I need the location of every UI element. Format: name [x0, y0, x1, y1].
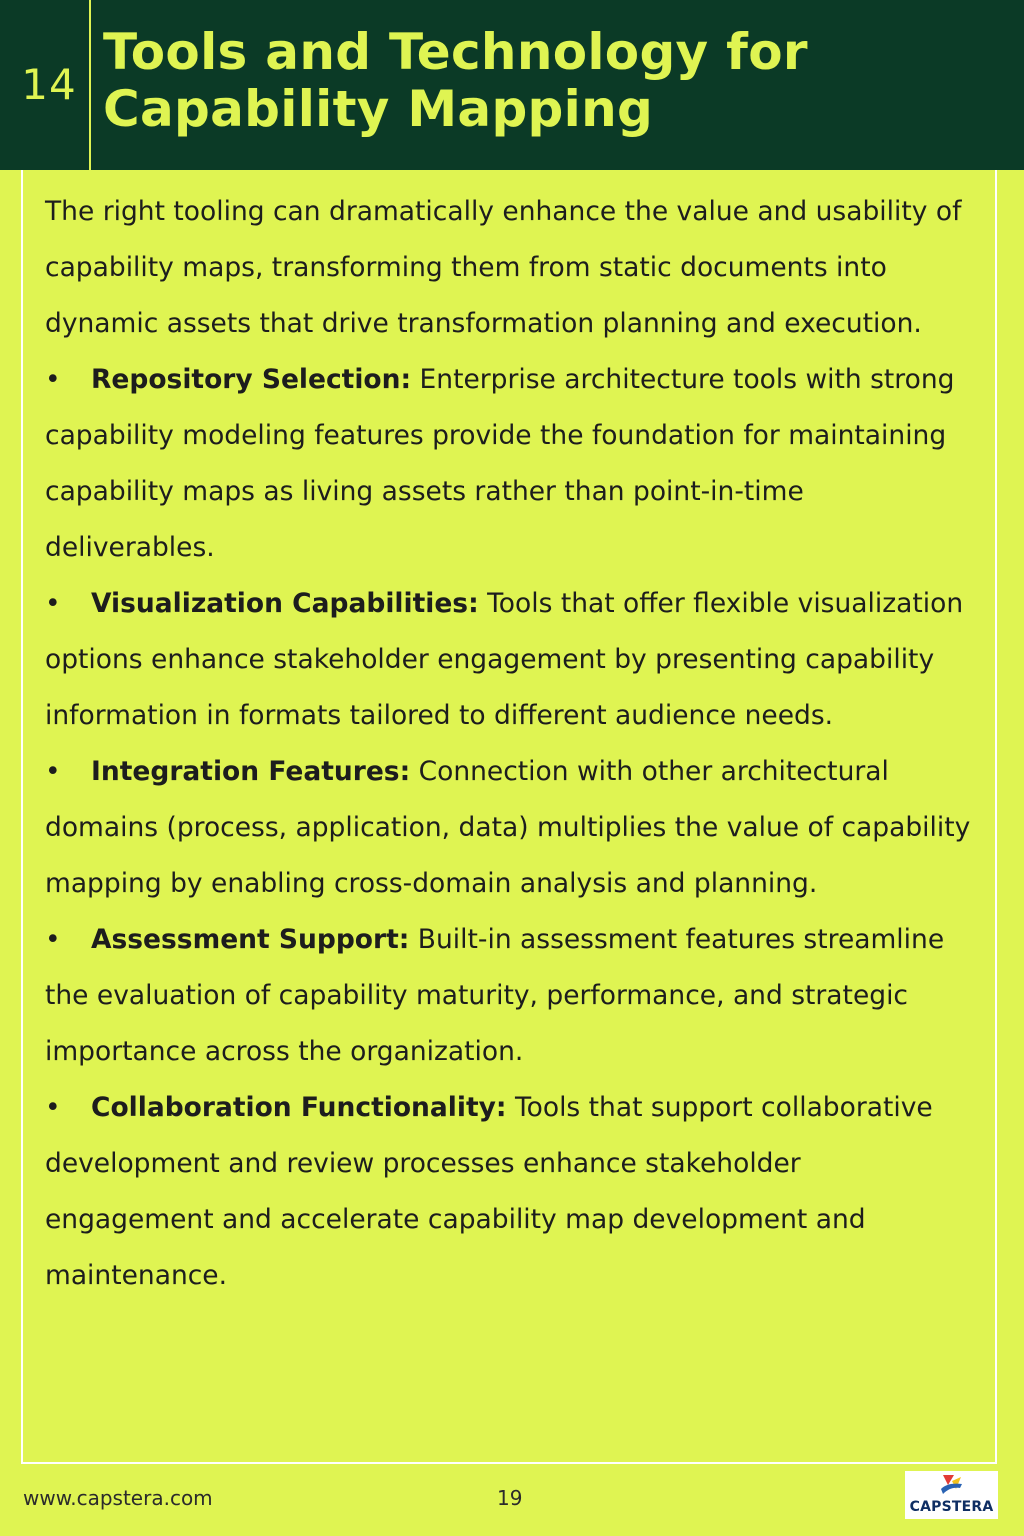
- page-header: [0, 0, 1024, 170]
- logo-blue-stroke: [941, 1484, 962, 1494]
- page-title: Tools and Technology for Capability Mapping: [103, 23, 808, 138]
- bullet-label: Assessment Support:: [91, 924, 410, 955]
- bullet-item-visualization-capabilities: [45, 576, 975, 744]
- main-content: [45, 184, 975, 1304]
- logo-red-stroke: [943, 1475, 954, 1485]
- bullet-item-integration-features: [45, 744, 975, 912]
- bullet-label: Collaboration Functionality:: [91, 1092, 507, 1123]
- logo-text: CAPSTERA: [909, 1499, 994, 1515]
- website-link[interactable]: www.capstera.com: [23, 1486, 213, 1510]
- bullet-label: Integration Features:: [91, 756, 411, 787]
- capstera-logo: [905, 1471, 998, 1519]
- bullet-text: Enterprise architecture tools with strong capability modeling features provide the foundation for maintaining capability maps as living assets rather than point-in-time deliverables.: [45, 364, 955, 563]
- bullet-text: Connection with other architectural domains (process, application, data) multiplies the value of capability mapping by enabling cross-domain analysis and planning.: [45, 756, 971, 899]
- bullet-text: Tools that support collaborative development and review processes enhance stakeholder engagement and accelerate capability map development and maintenance.: [45, 1092, 933, 1291]
- intro-paragraph: The right tooling can dramatically enhance the value and usability of capability maps, transforming them from static documents into dynamic assets that drive transformation planning and execution.: [45, 196, 962, 339]
- bullet-text: Tools that offer flexible visualization options enhance stakeholder engagement by presenting capability information in formats tailored to different audience needs.: [45, 588, 964, 731]
- bullet-item-assessment-support: [45, 912, 975, 1080]
- capstera-logo-icon: [938, 1473, 966, 1497]
- chapter-number: 14: [21, 60, 77, 109]
- bullet-label: Visualization Capabilities:: [91, 588, 479, 619]
- bullet-marker: •: [45, 924, 61, 955]
- bullet-text: Built-in assessment features streamline the evaluation of capability maturity, performance, and strategic importance across the organization.: [45, 924, 945, 1067]
- header-divider: [89, 0, 91, 170]
- bullet-marker: •: [45, 756, 61, 787]
- bullet-marker: •: [45, 588, 61, 619]
- bullet-item-repository-selection: [45, 352, 975, 576]
- bullet-marker: •: [45, 1092, 61, 1123]
- bullet-item-collaboration-functionality: [45, 1080, 975, 1304]
- bullet-marker: •: [45, 364, 61, 395]
- bullet-label: Repository Selection:: [91, 364, 412, 395]
- page-number: 19: [497, 1486, 523, 1510]
